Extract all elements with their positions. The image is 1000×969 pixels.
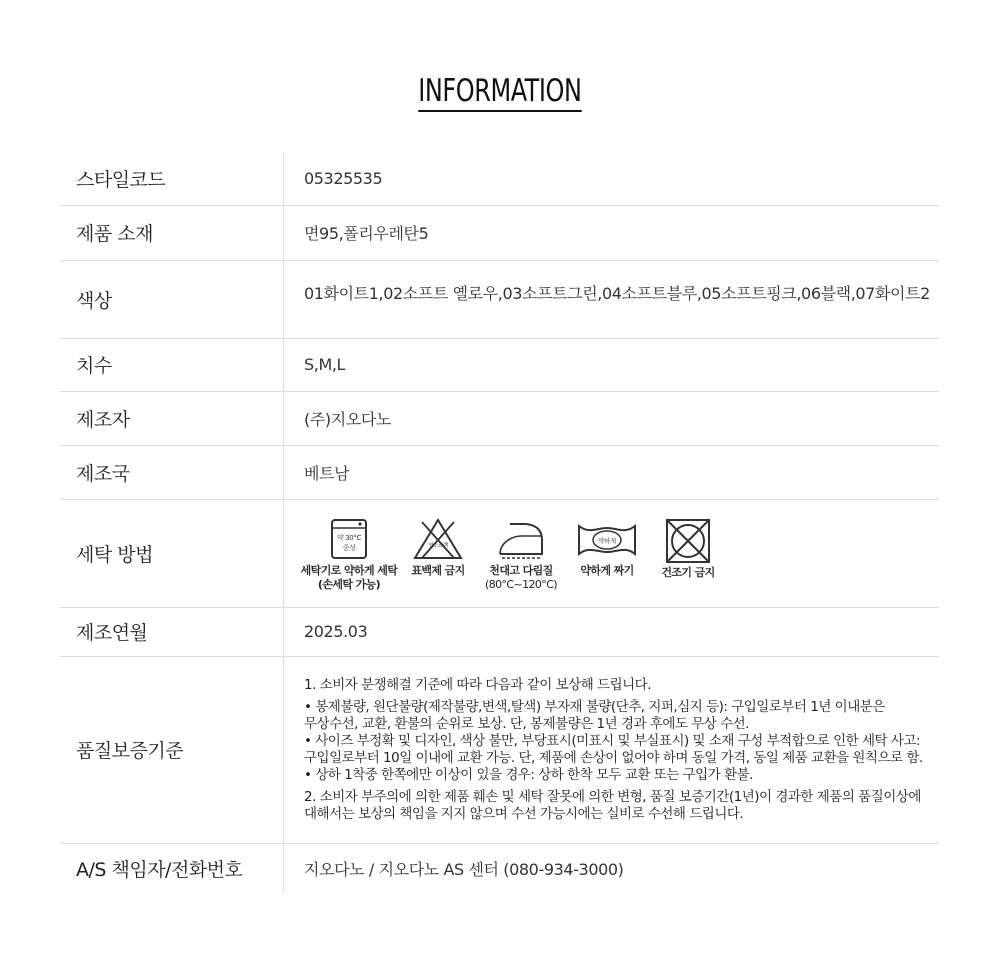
row-material bbox=[60, 205, 939, 260]
care-item-bleach bbox=[400, 518, 476, 578]
quality-line: 대해서는 보상의 책임을 지지 않으며 수선 가능시에는 실비로 수선해 드립니다. bbox=[304, 805, 744, 822]
care-caption-line: 천대고 다림질 bbox=[489, 564, 553, 577]
row-value: 지오다노 / 지오다노 AS 센터 (080-934-3000) bbox=[304, 859, 624, 879]
care-caption-line: (80°C~120°C) bbox=[485, 578, 557, 591]
care-caption-line: (손세탁 가능) bbox=[317, 578, 381, 591]
care-item-wring bbox=[566, 518, 648, 578]
row-date bbox=[60, 607, 939, 656]
row-manufacturer bbox=[60, 391, 939, 445]
quality-text bbox=[304, 677, 939, 823]
quality-line: • 봉제불량, 원단불량(제작불량,변색,탈색) 부자재 불량(단추, 지퍼,심지 등): 구입일로부터 1년 이내분은 bbox=[304, 698, 885, 715]
row-washing bbox=[60, 499, 939, 607]
care-caption-line: 표백제 금지 bbox=[411, 564, 465, 577]
quality-line: • 상하 1착중 한쪽에만 이상이 있을 경우: 상하 한착 모두 교환 또는 구입가 환불. bbox=[304, 766, 753, 783]
row-label: 치수 bbox=[60, 338, 284, 391]
row-label: 품질보증기준 bbox=[60, 656, 284, 843]
care-item-iron bbox=[476, 518, 566, 592]
row-size bbox=[60, 338, 939, 391]
row-value: 베트남 bbox=[284, 445, 940, 499]
row-value-quality bbox=[284, 656, 940, 843]
no-bleach-icon bbox=[413, 518, 463, 560]
row-label: 세탁 방법 bbox=[60, 499, 284, 607]
info-table bbox=[60, 152, 939, 893]
row-label: 제품 소재 bbox=[60, 205, 284, 260]
row-value: S,M,L bbox=[284, 338, 940, 391]
wash-neutral-text: 중성 bbox=[342, 544, 356, 552]
row-country bbox=[60, 445, 939, 499]
care-caption bbox=[580, 564, 633, 578]
no-tumble-dry-icon bbox=[665, 518, 711, 564]
care-item-dry bbox=[648, 518, 728, 580]
care-caption bbox=[485, 564, 557, 592]
quality-line: 1. 소비자 분쟁해결 기준에 따라 다음과 같이 보상해 드립니다. bbox=[304, 676, 651, 693]
care-caption-line: 세탁기로 약하게 세탁 bbox=[300, 564, 398, 577]
iron-icon bbox=[496, 518, 546, 560]
care-caption bbox=[301, 564, 398, 592]
row-quality bbox=[60, 656, 939, 843]
row-label: 색상 bbox=[60, 260, 284, 338]
row-style-code bbox=[60, 152, 939, 205]
row-label: 제조국 bbox=[60, 445, 284, 499]
row-value: 05325535 bbox=[284, 152, 940, 205]
bleach-text: 염소표백 bbox=[428, 543, 448, 549]
wash-temp-text: 약 30°C bbox=[337, 534, 361, 542]
row-label: 제조자 bbox=[60, 391, 284, 445]
wring-icon bbox=[577, 518, 637, 560]
row-as-contact bbox=[60, 843, 939, 893]
care-caption bbox=[661, 566, 714, 580]
care-item-wash bbox=[298, 518, 400, 592]
row-value: 01화이트1,02소프트 옐로우,03소프트그린,04소프트블루,05소프트핑크,06블랙,07화이트2 bbox=[284, 260, 940, 338]
row-label: A/S 책임자/전화번호 bbox=[60, 843, 284, 893]
washtub-icon bbox=[329, 518, 369, 560]
wring-text: 약하게 bbox=[598, 537, 616, 545]
care-caption-line: 건조기 금지 bbox=[661, 566, 715, 579]
row-value: 면95,폴리우레탄5 bbox=[284, 205, 940, 260]
quality-line: 무상수선, 교환, 환불의 순위로 보상. 단, 봉제불량은 1년 경과 후에도 무상 수선. bbox=[304, 715, 749, 732]
row-value: 2025.03 bbox=[284, 607, 940, 656]
page-title: INFORMATION bbox=[418, 74, 581, 112]
row-value: (주)지오다노 bbox=[284, 391, 940, 445]
care-caption-line: 약하게 짜기 bbox=[580, 564, 634, 577]
care-icons bbox=[298, 514, 939, 592]
title-wrap bbox=[0, 74, 1000, 112]
quality-line: 2. 소비자 부주의에 의한 제품 훼손 및 세탁 잘못에 의한 변형, 품질 보증기간(1년)이 경과한 제품의 품질이상에 bbox=[304, 788, 921, 805]
row-label: 제조연월 bbox=[60, 607, 284, 656]
care-caption bbox=[411, 564, 464, 578]
row-color bbox=[60, 260, 939, 338]
row-label: 스타일코드 bbox=[60, 152, 284, 205]
quality-line: 구입일로부터 10일 이내에 교환 가능. 단, 제품에 손상이 없어야 하며 동일 가격, 동일 제품 교환을 원칙으로 함. bbox=[304, 749, 923, 766]
row-value-care bbox=[284, 499, 940, 607]
quality-line: • 사이즈 부정확 및 디자인, 색상 불만, 부당표시(미표시 및 부실표시) 및 소재 구성 부적합으로 인한 세탁 사고: bbox=[304, 732, 921, 749]
